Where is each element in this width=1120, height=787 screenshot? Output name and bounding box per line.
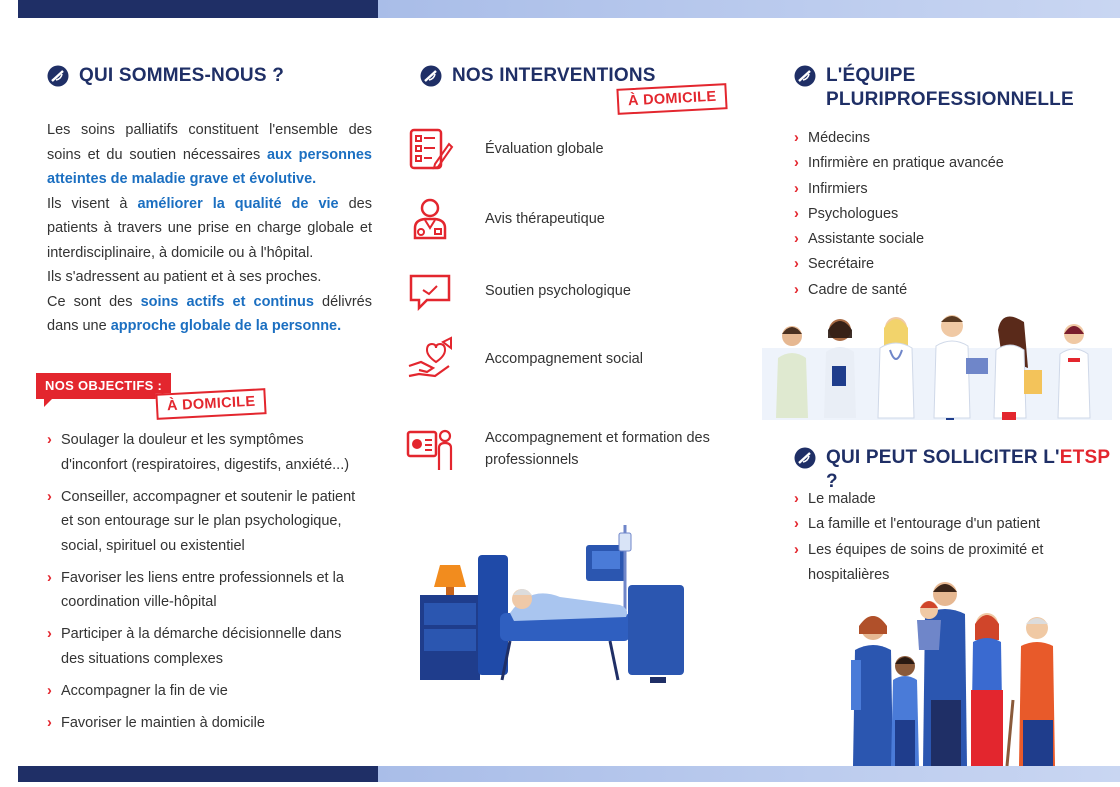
family-illustration — [845, 580, 1075, 766]
intro-highlight: aux personnes atteintes de maladie grave et évolutive. — [47, 146, 372, 187]
list-item: › Favoriser le maintien à domicile — [47, 714, 265, 731]
section-heading-qui-sommes-nous — [47, 64, 284, 88]
list-item: › Infirmiers — [794, 180, 868, 197]
top-band-light — [378, 0, 1120, 18]
section-heading-equipe — [794, 64, 1074, 112]
intro-text: délivrés dans une — [47, 293, 372, 334]
leaf-bullet-icon — [47, 65, 69, 87]
list-item: › Soulager la douleur et les symptômes d'inconfort (respiratoires, digestifs, anxiété...) — [47, 432, 350, 473]
intro-text: Ils s'adressent au patient et à ses proches. — [47, 269, 322, 285]
doctor-icon — [405, 194, 455, 244]
intervention-label: Accompagnement social — [485, 351, 643, 367]
bottom-band-light — [378, 766, 1120, 782]
objectives-tag: NOS OBJECTIFS : — [36, 373, 171, 399]
leaf-bullet-icon — [420, 65, 442, 87]
heart-hands-icon — [405, 334, 455, 384]
intervention-label: Accompagnement et formation des professionnels — [485, 430, 710, 468]
list-item: › Infirmière en pratique avancée — [794, 155, 1004, 172]
section-title: QUI SOMMES-NOUS ? — [79, 65, 285, 86]
list-item: › Cadre de santé — [794, 281, 908, 298]
who-can-request-list — [794, 487, 1120, 588]
top-band-dark — [18, 0, 378, 18]
intro-text: des patients à travers une prise en charge globale et interdisciplinaire, à domicile ou à l'hôpital. — [47, 195, 372, 261]
title-line: L'ÉQUIPE — [826, 65, 916, 86]
intervention-label: Avis thérapeutique — [485, 211, 605, 227]
list-item: › Accompagner la fin de vie — [47, 682, 228, 699]
list-item: › Secrétaire — [794, 256, 875, 273]
intro-highlight: approche globale de la personne. — [110, 318, 342, 334]
intervention-item — [405, 266, 725, 316]
intervention-item — [405, 334, 725, 384]
leaf-bullet-icon — [794, 65, 816, 87]
list-item: › Assistante sociale — [794, 231, 925, 248]
a-domicile-stamp: À DOMICILE — [616, 83, 728, 115]
title-line: PLURIPROFESSIONNELLE — [826, 89, 1074, 110]
team-members-list — [794, 126, 1004, 303]
list-item: › Conseiller, accompagner et soutenir le patient et son entourage sur le plan psychologique, social, spirituel ou existentiel — [47, 488, 356, 554]
bottom-band-dark — [18, 766, 378, 782]
list-item: › Participer à la démarche décisionnelle dans des situations complexes — [47, 626, 342, 667]
intervention-item — [405, 124, 725, 174]
section-heading-nos-interventions — [420, 64, 656, 88]
title-part: QUI PEUT SOLLICITER L' — [826, 447, 1060, 468]
speech-bubble-icon — [405, 266, 455, 316]
intro-paragraph — [47, 118, 372, 339]
intervention-item — [405, 194, 725, 244]
etsp-acronym: ETSP — [1059, 447, 1110, 468]
a-domicile-stamp: À DOMICILE — [155, 388, 267, 420]
intro-text: Ce sont des — [47, 293, 141, 310]
intro-text: Ils visent à — [47, 195, 138, 212]
intro-text: Les soins palliatifs constituent l'ensemble des soins et du soutien nécessaires — [47, 122, 372, 163]
objectives-list — [47, 428, 367, 743]
checklist-icon — [405, 124, 455, 174]
intro-highlight: soins actifs et continus — [140, 293, 314, 310]
intervention-item — [405, 424, 725, 474]
patient-bed-illustration — [410, 525, 688, 685]
presentation-icon — [405, 424, 455, 474]
medical-team-illustration — [762, 308, 1112, 420]
list-item: › Favoriser les liens entre professionnels et la coordination ville-hôpital — [47, 569, 344, 610]
leaf-bullet-icon — [794, 447, 816, 469]
title-part: ? — [826, 471, 838, 492]
intro-highlight: améliorer la qualité de vie — [137, 195, 339, 212]
list-item: › La famille et l'entourage d'un patient — [794, 516, 1041, 533]
list-item: › Le malade — [794, 491, 876, 507]
section-title — [826, 64, 1074, 112]
intervention-label: Évaluation globale — [485, 141, 604, 157]
section-title: NOS INTERVENTIONS — [452, 65, 656, 86]
list-item: › Les équipes de soins de proximité et hospitalières — [794, 541, 1044, 583]
list-item: › Psychologues — [794, 205, 899, 222]
intervention-label: Soutien psychologique — [485, 283, 631, 299]
list-item: › Médecins — [794, 130, 871, 146]
